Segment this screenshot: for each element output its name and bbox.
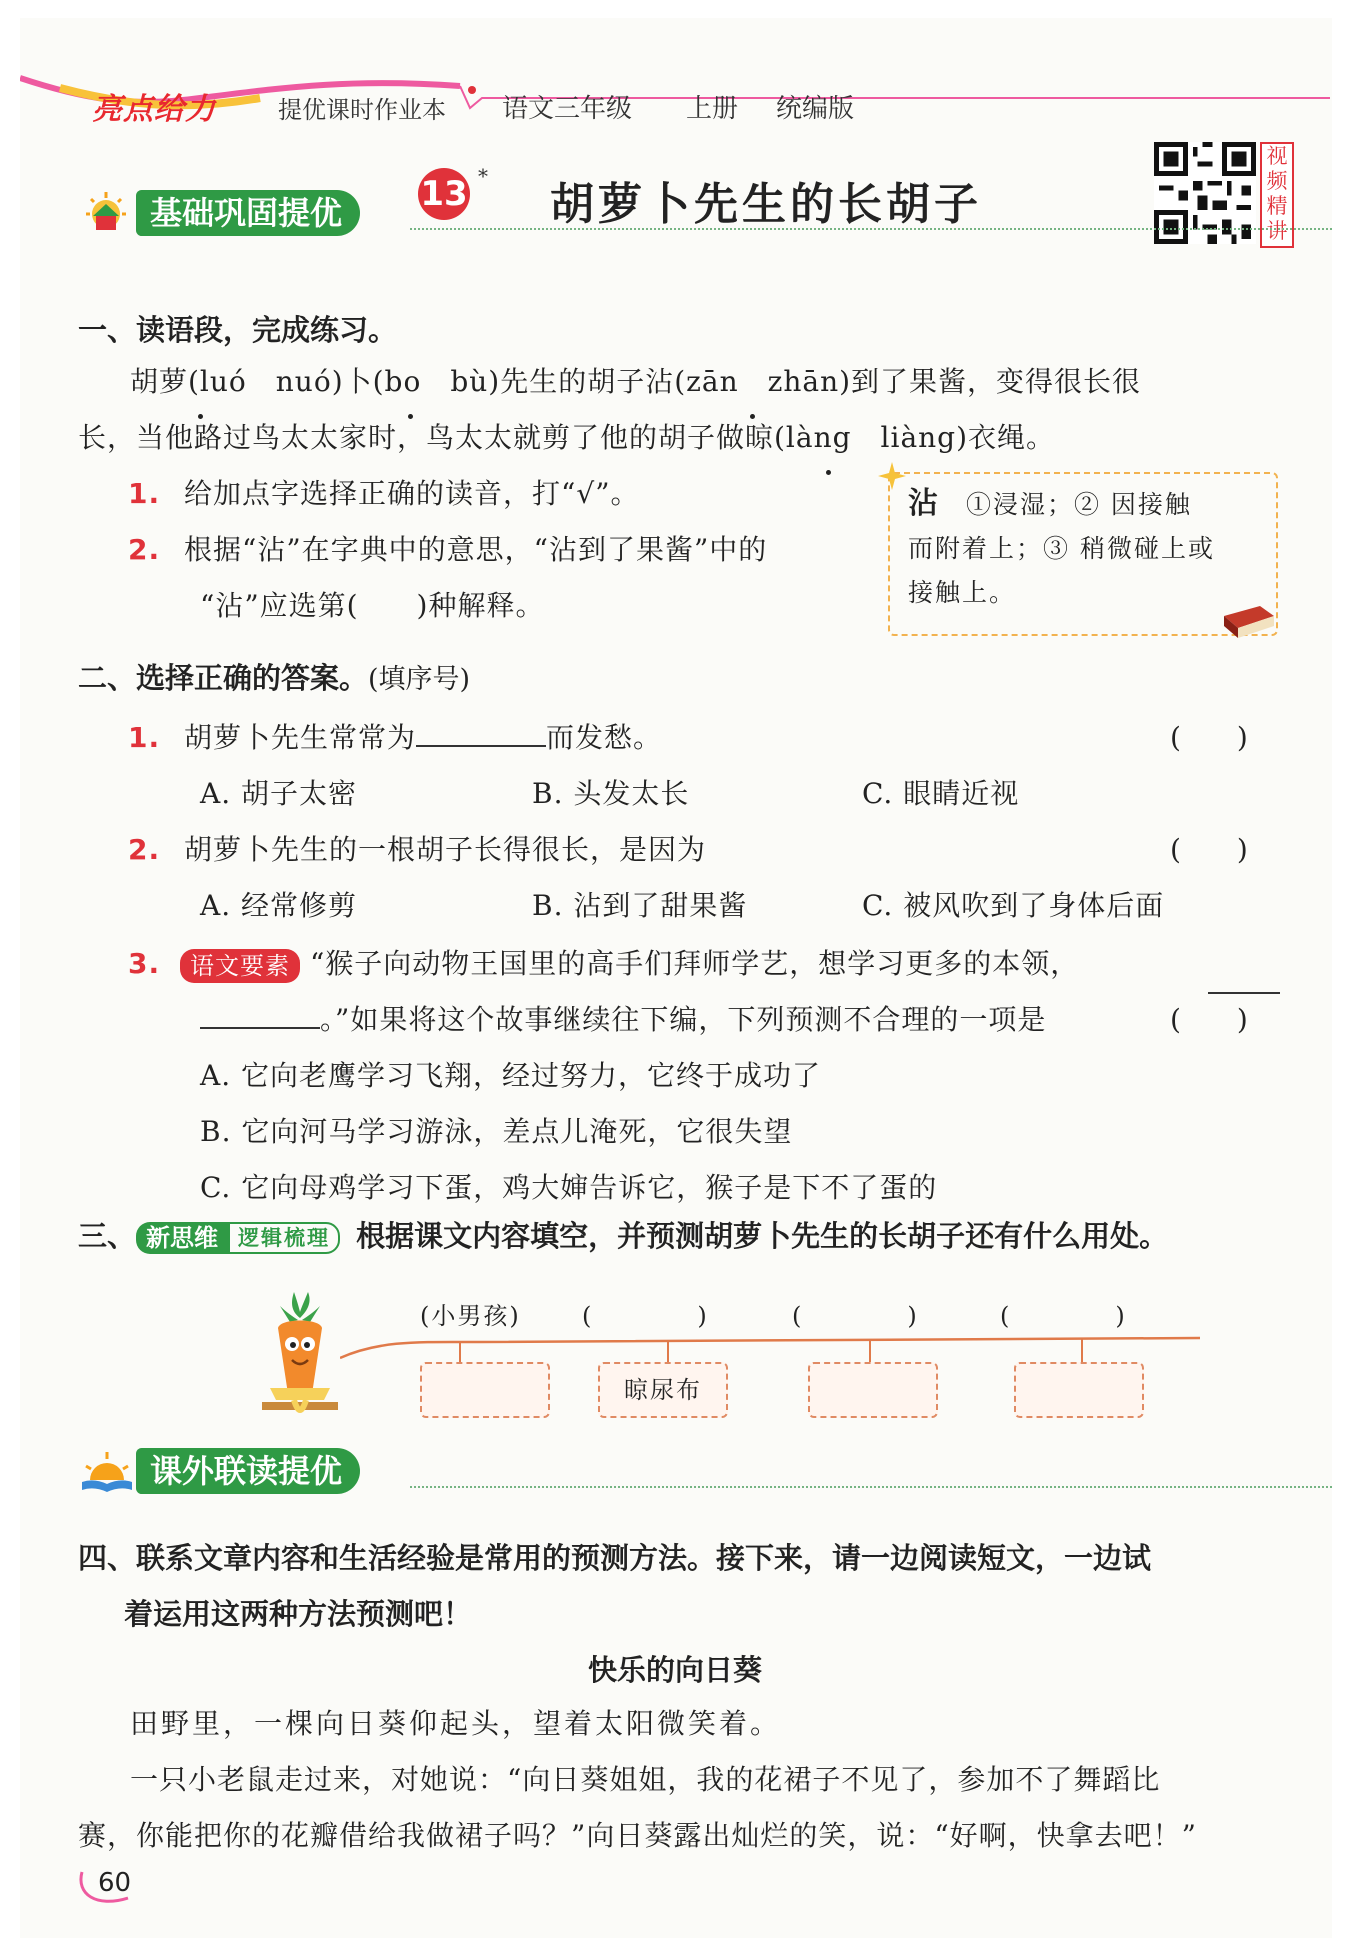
emphasis-dot (408, 414, 413, 419)
q2-item2-option-b[interactable]: B. 沾到了甜果酱 (532, 889, 748, 922)
q2-item2-option-a[interactable]: A. 经常修剪 (200, 889, 358, 922)
q2-item1 (128, 710, 662, 766)
emphasis-dot (750, 414, 755, 419)
q3-text: 根据课文内容填空，并预测胡萝卜先生的长胡子还有什么用处。 (356, 1219, 1169, 1253)
flow-box[interactable] (1014, 1362, 1144, 1418)
q4-heading-line2: 着运用这两种方法预测吧！ (124, 1597, 473, 1631)
book-icon (1220, 602, 1278, 642)
workbook-page (20, 18, 1332, 1938)
q2-item3-option-b[interactable]: B. 它向河马学习游泳，差点儿淹死，它很失望 (200, 1115, 793, 1148)
item-text: 。”如果将这个故事继续往下编，下列预测不合理的一项是 (320, 1003, 1047, 1036)
q1-paragraph-line2: 长，当他路过鸟太太家时，鸟太太就剪了他的胡子做晾(làng liàng)衣绳。 (78, 421, 1056, 454)
item-number: 1. (128, 477, 161, 510)
emphasis-dot (198, 414, 203, 419)
answer-blank[interactable] (200, 997, 320, 1029)
flow-box[interactable] (808, 1362, 938, 1418)
q2-item2-option-c[interactable]: C. 被风吹到了身体后面 (862, 889, 1165, 922)
section-title-extended: 课外联读提优 (136, 1448, 360, 1494)
item-number: 2. (128, 533, 161, 566)
section-banner-extended (80, 1448, 1332, 1496)
item-number: 1. (128, 721, 161, 754)
answer-paren[interactable]: ( ) (1170, 833, 1248, 866)
item-text: 根据“沾”在字典中的意思，“沾到了果酱”中的 (184, 533, 768, 566)
answer-blank[interactable] (416, 715, 546, 747)
q2-heading-text: 二、选择正确的答案。 (78, 661, 369, 695)
dict-line1: ①浸湿；② 因接触 (965, 490, 1192, 519)
answer-blank[interactable] (1208, 962, 1280, 994)
item-text: 而发愁。 (546, 721, 663, 754)
dict-char: 沾 (908, 486, 940, 521)
tag-logic: 逻辑梳理 (228, 1222, 340, 1254)
item-text: 胡萝卜先生的一根胡子长得很长，是因为 (184, 833, 707, 866)
answer-paren[interactable]: ( ) (1170, 721, 1248, 754)
lesson-star: * (478, 164, 488, 188)
q2-item1-option-a[interactable]: A. 胡子太密 (200, 777, 358, 810)
q2-item3 (128, 936, 1288, 992)
flow-label: (小男孩) (420, 1302, 521, 1330)
q1-item1 (128, 466, 640, 522)
banner-divider (410, 228, 1332, 230)
carrot-character-icon (250, 1288, 350, 1428)
emphasis-dot (826, 470, 831, 475)
item-number: 3. (128, 947, 161, 980)
edition: 统编版 (776, 94, 855, 124)
q1-paragraph-line1: 胡萝(luó nuó)卜(bo bù)先生的胡子沾(zān zhān)到了果酱，变得很长很 (130, 365, 1142, 398)
subject-grade: 语文三年级 (502, 94, 633, 124)
section-title-basic: 基础巩固提优 (136, 190, 360, 236)
flow-box: 晾尿布 (598, 1362, 728, 1418)
dict-line2: 而附着上；③ 稍微碰上或 (908, 534, 1215, 563)
q2-item1-option-b[interactable]: B. 头发太长 (532, 777, 690, 810)
item-number: 2. (128, 833, 161, 866)
section-banner-basic (80, 190, 1332, 238)
q2-item3-cont (200, 992, 1046, 1048)
q2-item3-option-c[interactable]: C. 它向母鸡学习下蛋，鸡大婶告诉它，猴子是下不了蛋的 (200, 1171, 938, 1204)
answer-paren[interactable]: ( ) (1170, 1003, 1248, 1036)
q2-item2 (128, 822, 706, 878)
q3-prefix: 三、 (78, 1219, 137, 1253)
banner-divider (410, 1486, 1332, 1488)
brand-logo: 亮点给力 (92, 92, 216, 127)
sunrise-book-icon (80, 1450, 134, 1496)
item-text: “猴子向动物王国里的高手们拜师学艺，想学习更多的本领， (309, 947, 1080, 980)
item-text: 胡萝卜先生常常为 (184, 721, 417, 754)
flow-label[interactable]: ( ) (582, 1302, 709, 1330)
q2-item3-option-a[interactable]: A. 它向老鹰学习飞翔，经过努力，它终于成功了 (200, 1059, 822, 1092)
lesson-title: 胡萝卜先生的长胡子 (550, 179, 982, 230)
q1-item2 (128, 522, 767, 578)
tag-new-thinking: 新思维 (136, 1222, 228, 1254)
q2-heading (78, 656, 470, 697)
q4-heading-line1: 四、联系文章内容和生活经验是常用的预测方法。接下来，请一边阅读短文，一边试 (78, 1541, 1152, 1575)
item-text: 给加点字选择正确的读音，打“√”。 (184, 477, 640, 510)
story-title: 快乐的向日葵 (588, 1653, 763, 1687)
header-decoration (20, 68, 1330, 128)
q2-item1-option-c[interactable]: C. 眼睛近视 (862, 777, 1020, 810)
dict-line3: 接触上。 (908, 578, 1017, 607)
page-number: 60 (98, 1868, 132, 1898)
story-paragraph-2b: 赛，你能把你的花瓣借给我做裙子吗？”向日葵露出灿烂的笑，说：“好啊，快拿去吧！” (78, 1819, 1197, 1852)
lesson-number: 13 (418, 168, 470, 220)
q2-heading-note: (填序号) (368, 664, 471, 695)
flow-box[interactable] (420, 1362, 550, 1418)
sun-house-icon (80, 190, 132, 240)
video-lesson-tag[interactable]: 视频精讲 (1260, 142, 1294, 248)
sparkle-icon (878, 462, 906, 490)
q1-item2-answer[interactable]: “沾”应选第( )种解释。 (200, 589, 545, 622)
story-paragraph-1: 田野里，一棵向日葵仰起头，望着太阳微笑着。 (130, 1707, 782, 1740)
q1-heading: 一、读语段，完成练习。 (78, 313, 398, 347)
q3-heading (78, 1214, 1168, 1255)
flow-label[interactable]: ( ) (792, 1302, 919, 1330)
series-name: 提优课时作业本 (278, 96, 446, 124)
story-paragraph-2a: 一只小老鼠走过来，对她说：“向日葵姐姐，我的花裙子不见了，参加不了舞蹈比 (130, 1763, 1161, 1796)
flow-label[interactable]: ( ) (1000, 1302, 1127, 1330)
tag-language-element: 语文要素 (180, 949, 300, 983)
volume: 上册 (686, 94, 739, 124)
